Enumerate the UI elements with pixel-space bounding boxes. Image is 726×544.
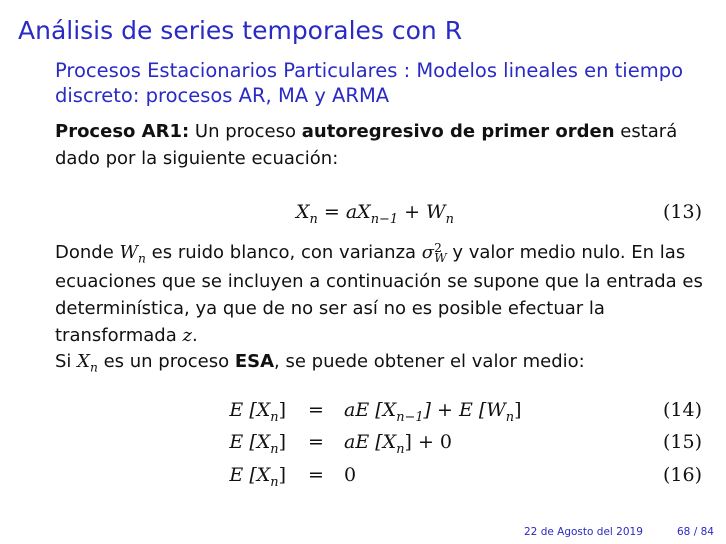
- paragraph-white-noise: Donde $W_n$ es ruido blanco, con varianza σ 2 W y valor medio nulo. En las ecuaciones que se incluyen a continuación se supone que la entrada es determinística, ya que de no ser así no es posible efectuar la transformada z.: [55, 240, 703, 346]
- equation-number: (14): [662, 399, 702, 421]
- equation-number: (15): [662, 431, 702, 453]
- slide-subtitle: Procesos Estacionarios Particulares : Modelos lineales en tiempo discreto: procesos AR, MA y ARMA: [55, 59, 684, 107]
- equation-relation: =: [308, 399, 324, 421]
- text: Un proceso: [189, 121, 302, 142]
- paragraph-ar1-definition: [55, 118, 715, 172]
- equation-lhs: E $[X_n]$: [229, 464, 286, 490]
- equation-lhs: E $[X_n]$: [229, 431, 286, 457]
- equation-13-body: $X_n = aX_{n-1} + W_n$: [296, 201, 454, 227]
- equation-rhs: aE $[X_{n-1}] + E$ $[W_n]$: [344, 399, 522, 425]
- slide-title: Análisis de series temporales con R: [18, 16, 463, 45]
- equation-number: (13): [662, 201, 702, 223]
- bold-term: autoregresivo de primer orden: [301, 121, 615, 142]
- equation-rhs: 0: [344, 464, 357, 486]
- equation-number: (16): [662, 464, 702, 486]
- equation-lhs: E $[X_n]$: [229, 399, 286, 425]
- equation-relation: =: [308, 431, 324, 453]
- equation-relation: =: [308, 464, 324, 486]
- text: estará dado por la siguiente ecuación:: [55, 121, 678, 169]
- bold-label: Proceso AR1:: [55, 121, 190, 142]
- equation-rhs: aE $[X_n] + 0$: [344, 431, 452, 457]
- footer-date: 22 de Agosto del 2019: [524, 526, 643, 538]
- footer-page-number: 68 / 84: [677, 526, 714, 538]
- paragraph-esa: Si $X_n$ es un proceso ESA, se puede obtener el valor medio:: [55, 351, 585, 375]
